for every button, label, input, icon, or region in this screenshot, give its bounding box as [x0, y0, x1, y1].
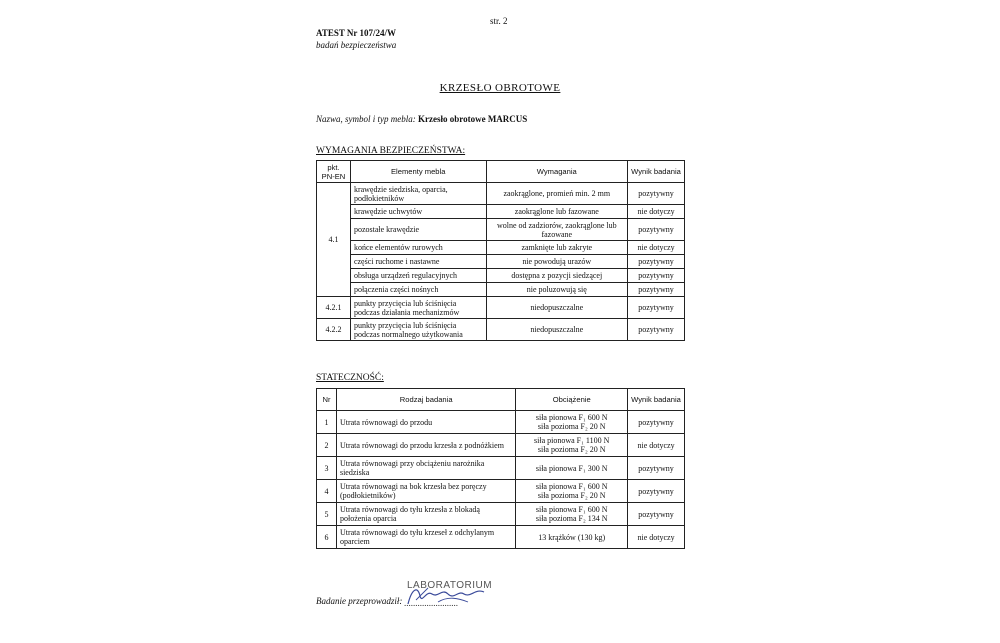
col-header-load: Obciążenie: [516, 389, 628, 411]
result-cell: pozytywny: [628, 457, 685, 480]
table-row: [317, 503, 685, 526]
nr-cell: 6: [317, 526, 337, 549]
nr-cell: 2: [317, 434, 337, 457]
nr-cell: 4: [317, 480, 337, 503]
load-line: siła pozioma F₂ 20 N: [537, 422, 606, 431]
col-header-nr: Nr: [317, 389, 337, 411]
requirement-cell: nie powodują urazów: [486, 255, 628, 269]
signature-label: Badanie przeprowadził:: [316, 596, 403, 606]
element-cell: końce elementów rurowych: [350, 241, 486, 255]
requirement-cell: zaokrąglone, promień min. 2 mm: [486, 183, 628, 205]
product-name: Krzesło obrotowe MARCUS: [418, 114, 528, 124]
stability-header-row: [317, 389, 685, 411]
result-cell: pozytywny: [628, 183, 685, 205]
load-cell: 13 krążków (130 kg): [516, 526, 628, 549]
test-cell: Utrata równowagi do tyłu krzeseł z odchylanym oparciem: [336, 526, 515, 549]
result-cell: pozytywny: [628, 411, 685, 434]
requirement-cell: dostępna z pozycji siedzącej: [486, 269, 628, 283]
result-cell: pozytywny: [628, 255, 685, 269]
pkt-cell: 4.2.1: [317, 297, 351, 319]
test-cell: Utrata równowagi do przodu krzesła z podnóżkiem: [336, 434, 515, 457]
result-cell: nie dotyczy: [628, 241, 685, 255]
col-header-pkt: pkt. PN-EN: [317, 161, 351, 183]
load-line: siła pionowa F₁ 600 N: [535, 482, 608, 491]
test-cell: Utrata równowagi do przodu: [336, 411, 515, 434]
certificate-subtitle: badań bezpieczeństwa: [316, 40, 397, 50]
product-line: [316, 114, 527, 124]
element-cell: połączenia części nośnych: [350, 283, 486, 297]
result-cell: pozytywny: [628, 219, 685, 241]
table-row: [317, 457, 685, 480]
requirement-cell: niedopuszczalne: [486, 297, 628, 319]
element-cell: krawędzie uchwytów: [350, 205, 486, 219]
nr-cell: 1: [317, 411, 337, 434]
load-line: siła pionowa F₁ 1100 N: [534, 436, 610, 445]
test-cell: Utrata równowagi do tyłu krzesła z blokadą położenia oparcia: [336, 503, 515, 526]
result-cell: pozytywny: [628, 297, 685, 319]
load-line: siła pozioma F₂ 20 N: [537, 445, 606, 454]
product-label: Nazwa, symbol i typ mebla:: [316, 114, 416, 124]
load-cell: [516, 503, 628, 526]
load-line: siła pozioma F₂ 134 N: [535, 514, 608, 523]
result-cell: pozytywny: [628, 283, 685, 297]
table-row: [317, 241, 685, 255]
result-cell: pozytywny: [628, 319, 685, 341]
element-cell: obsługa urządzeń regulacyjnych: [350, 269, 486, 283]
nr-cell: 5: [317, 503, 337, 526]
nr-cell: 3: [317, 457, 337, 480]
requirement-cell: zaokrąglone lub fazowane: [486, 205, 628, 219]
test-cell: Utrata równowagi na bok krzesła bez poręczy (podłokietników): [336, 480, 515, 503]
result-cell: pozytywny: [628, 480, 685, 503]
stability-table: [316, 388, 685, 549]
table-row: [317, 255, 685, 269]
safety-table: [316, 160, 685, 341]
safety-heading: WYMAGANIA BEZPIECZEŃSTWA:: [316, 146, 466, 156]
table-row: [317, 183, 685, 205]
table-row: [317, 297, 685, 319]
table-row: [317, 269, 685, 283]
test-cell: Utrata równowagi przy obciążeniu narożnika siedziska: [336, 457, 515, 480]
load-line: siła pionowa F₁ 600 N: [535, 413, 608, 422]
load-cell: [516, 434, 628, 457]
signature-icon: [398, 582, 493, 608]
element-cell: punkty przycięcia lub ściśnięcia podczas działania mechanizmów: [350, 297, 486, 319]
requirement-cell: zamknięte lub zakryte: [486, 241, 628, 255]
element-cell: części ruchome i nastawne: [350, 255, 486, 269]
col-header-test: Rodzaj badania: [336, 389, 515, 411]
requirement-cell: nie poluzowują się: [486, 283, 628, 297]
load-cell: [516, 480, 628, 503]
result-cell: pozytywny: [628, 503, 685, 526]
load-cell: [516, 411, 628, 434]
col-header-result: Wynik badania: [628, 161, 685, 183]
table-row: [317, 480, 685, 503]
safety-header-row: [317, 161, 685, 183]
result-cell: nie dotyczy: [628, 434, 685, 457]
stability-heading: STATECZNOŚĆ:: [316, 373, 384, 383]
table-row: [317, 526, 685, 549]
table-row: [317, 434, 685, 457]
element-cell: krawędzie siedziska, oparcia, podłokietników: [350, 183, 486, 205]
load-cell: siła pionowa F₁ 300 N: [516, 457, 628, 480]
table-row: [317, 319, 685, 341]
result-cell: pozytywny: [628, 269, 685, 283]
element-cell: punkty przycięcia lub ściśnięcia podczas normalnego użytkowania: [350, 319, 486, 341]
col-header-result: Wynik badania: [628, 389, 685, 411]
signature-dots: ........................: [404, 598, 458, 608]
requirement-cell: niedopuszczalne: [486, 319, 628, 341]
table-row: [317, 219, 685, 241]
result-cell: nie dotyczy: [628, 526, 685, 549]
element-cell: pozostałe krawędzie: [350, 219, 486, 241]
pkt-cell: 4.2.2: [317, 319, 351, 341]
col-header-element: Elementy mebla: [350, 161, 486, 183]
table-row: [317, 411, 685, 434]
load-line: siła pionowa F₁ 600 N: [535, 505, 608, 514]
table-row: [317, 205, 685, 219]
laboratory-stamp: LABORATORIUM: [407, 580, 493, 591]
result-cell: nie dotyczy: [628, 205, 685, 219]
certificate-number: ATEST Nr 107/24/W: [316, 28, 397, 38]
page-number: str. 2: [490, 16, 508, 26]
requirement-cell: wolne od zadziorów, zaokrąglone lub fazowane: [486, 219, 628, 241]
pkt-cell: 4.1: [317, 183, 351, 297]
table-row: [317, 283, 685, 297]
load-line: siła pozioma F₂ 20 N: [537, 491, 606, 500]
col-header-requirement: Wymagania: [486, 161, 628, 183]
document-title: KRZESŁO OBROTOWE: [439, 82, 561, 94]
